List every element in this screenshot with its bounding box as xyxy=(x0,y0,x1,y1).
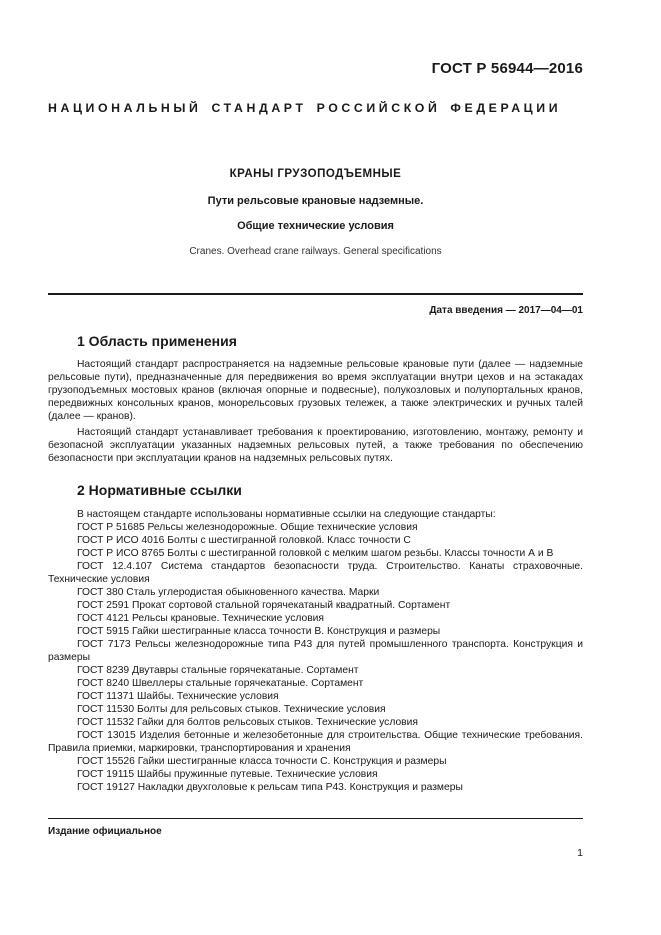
section-1-paragraph-2: Настоящий стандарт устанавливает требования к проектированию, изготовлению, монтажу, ремонту и безопасной эксплуатации указанных надземных рельсовых путей, а также требования по обеспечению безопасности при эксплуатации кранов на надземных рельсовых путях. xyxy=(48,427,583,464)
section-1-heading: 1 Область применения xyxy=(77,333,237,349)
reference-item: ГОСТ 19115 Шайбы пружинные путевые. Технические условия xyxy=(77,769,378,780)
reference-item: ГОСТ 380 Сталь углеродистая обыкновенного качества. Марки xyxy=(77,587,380,598)
national-standard-heading: НАЦИОНАЛЬНЫЙ СТАНДАРТ РОССИЙСКОЙ ФЕДЕРАЦИИ xyxy=(48,101,562,115)
header-divider xyxy=(48,293,583,295)
reference-item: ГОСТ Р 51685 Рельсы железнодорожные. Общие технические условия xyxy=(77,522,418,533)
standard-subtitle-1: Пути рельсовые крановые надземные. xyxy=(207,195,424,207)
standard-title: КРАНЫ ГРУЗОПОДЪЕМНЫЕ xyxy=(229,168,402,180)
reference-item: ГОСТ 8239 Двутавры стальные горячекатаные. Сортамент xyxy=(77,665,359,676)
reference-item: ГОСТ 19127 Накладки двухголовые к рельсам типа Р43. Конструкция и размеры xyxy=(77,782,463,793)
section-2-heading: 2 Нормативные ссылки xyxy=(77,482,242,498)
footer-divider xyxy=(48,818,583,819)
english-title: Cranes. Overhead crane railways. General specifications xyxy=(189,246,442,257)
reference-item: ГОСТ 13015 Изделия бетонные и железобетонные для строительства. Общие технические требования. Правила приемки, маркировки, транспортирования и хранения xyxy=(48,730,583,754)
reference-item: ГОСТ 12.4.107 Система стандартов безопасности труда. Строительство. Канаты страховочные. Технические условия xyxy=(48,561,583,585)
page-number: 1 xyxy=(577,847,583,859)
normative-references-list xyxy=(48,508,583,794)
reference-item: ГОСТ 8240 Швеллеры стальные горячекатаные. Сортамент xyxy=(77,678,364,689)
reference-item: ГОСТ 11371 Шайбы. Технические условия xyxy=(77,691,279,702)
reference-item: ГОСТ 11532 Гайки для болтов рельсовых стыков. Технические условия xyxy=(77,717,418,728)
edition-label: Издание официальное xyxy=(48,826,162,837)
reference-item: ГОСТ Р ИСО 8765 Болты с шестигранной головкой с мелким шагом резьбы. Классы точности А и В xyxy=(77,548,554,559)
references-intro: В настоящем стандарте использованы нормативные ссылки на следующие стандарты: xyxy=(77,509,496,520)
reference-item: ГОСТ 4121 Рельсы крановые. Технические условия xyxy=(77,613,325,624)
reference-item: ГОСТ 11530 Болты для рельсовых стыков. Технические условия xyxy=(77,704,386,715)
reference-item: ГОСТ 15526 Гайки шестигранные класса точности С. Конструкция и размеры xyxy=(77,756,447,767)
introduction-date: Дата введения — 2017—04—01 xyxy=(429,305,583,316)
reference-item: ГОСТ Р ИСО 4016 Болты с шестигранной головкой. Класс точности С xyxy=(77,535,411,546)
reference-item: ГОСТ 2591 Прокат сортовой стальной горячекатаный квадратный. Сортамент xyxy=(77,600,451,611)
reference-item: ГОСТ 7173 Рельсы железнодорожные типа Р43 для путей промышленного транспорта. Конструкция и размеры xyxy=(48,639,583,663)
section-1-paragraph-1: Настоящий стандарт распространяется на надземные рельсовые крановые пути (далее — надземные рельсовые пути), предназначенные для передвижения во время эксплуатации внутри цехов и на эстакадах грузоподъемных мостовых кранов (включая опорные и подвесные), полукозловых и полупортальных кранов, передвижных консольных кранов, монорельсовых грузовых тележек, а также электрических и ручных талей (далее — кранов). xyxy=(48,359,583,422)
document-code: ГОСТ Р 56944—2016 xyxy=(431,60,583,77)
reference-item: ГОСТ 5915 Гайки шестигранные класса точности В. Конструкция и размеры xyxy=(77,626,441,637)
standard-subtitle-2: Общие технические условия xyxy=(237,220,394,232)
